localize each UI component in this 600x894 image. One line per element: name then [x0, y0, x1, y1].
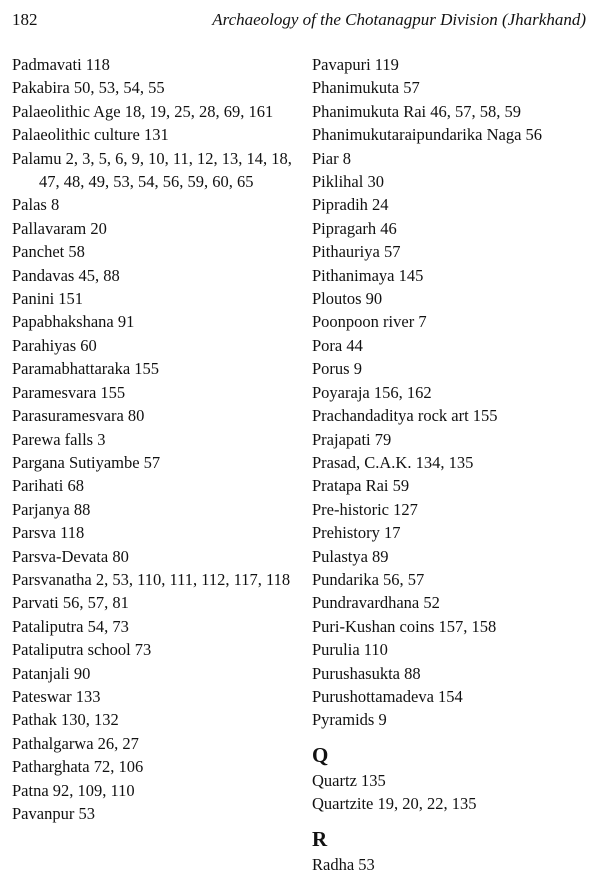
- index-entry: Palaeolithic Age 18, 19, 25, 28, 69, 161: [12, 101, 274, 121]
- index-entry: Pyramids 9: [312, 710, 387, 730]
- index-entry: Pateswar 133: [12, 686, 101, 706]
- index-entry: Parewa falls 3: [12, 429, 106, 449]
- index-entry: Palamu 2, 3, 5, 6, 9, 10, 11, 12, 13, 14, 18, 47, 48, 49, 53, 54, 56, 59, 60, 65: [12, 148, 292, 192]
- index-entry: Parsva-Devata 80: [12, 546, 129, 566]
- index-entry: Pithauriya 57: [312, 242, 401, 262]
- index-entry: Paramabhattaraka 155: [12, 359, 160, 379]
- index-entry: Purushottamadeva 154: [312, 686, 463, 706]
- index-entry: Pithanimaya 145: [312, 265, 424, 285]
- index-entry: Pundarika 56, 57: [312, 569, 425, 589]
- index-entry: Palaeolithic culture 131: [12, 125, 169, 145]
- section-letter-r: R: [312, 826, 328, 851]
- index-entry: Parvati 56, 57, 81: [12, 593, 129, 613]
- index-entry: Piklihal 30: [312, 172, 384, 192]
- index-entry: Parasuramesvara 80: [12, 406, 145, 426]
- index-entry: Patna 92, 109, 110: [12, 780, 135, 800]
- index-entry: Pandavas 45, 88: [12, 265, 120, 285]
- index-entry: Paramesvara 155: [12, 382, 126, 402]
- index-entry: Quartz 135: [312, 770, 386, 790]
- index-entry: Pathalgarwa 26, 27: [12, 733, 139, 753]
- index-entry: Phanimukuta 57: [312, 78, 420, 98]
- index-entry: Prasad, C.A.K. 134, 135: [312, 452, 474, 472]
- index-entry: Piar 8: [312, 148, 351, 168]
- index-entry: Papabhakshana 91: [12, 312, 135, 332]
- index-entry: Parahiyas 60: [12, 335, 97, 355]
- index-entry: Ploutos 90: [312, 289, 383, 309]
- index-column-right: [312, 53, 597, 876]
- index-entry: Parihati 68: [12, 476, 84, 496]
- index-entry: Radha 53: [312, 854, 375, 874]
- index-entry: Pavanpur 53: [12, 804, 95, 823]
- page-number: 182: [12, 10, 38, 29]
- index-entry: Pargana Sutiyambe 57: [12, 452, 161, 472]
- index-entry: Quartzite 19, 20, 22, 135: [312, 794, 477, 814]
- index-entry: Pipradih 24: [312, 195, 389, 215]
- index-entry: Purushasukta 88: [312, 663, 421, 683]
- index-entry: Pipragarh 46: [312, 218, 397, 238]
- index-entry: Phanimukuta Rai 46, 57, 58, 59: [312, 101, 521, 121]
- index-entry: Pundravardhana 52: [312, 593, 440, 613]
- index-entry: Poonpoon river 7: [312, 312, 427, 332]
- index-entry: Pre-historic 127: [312, 499, 418, 519]
- index-entry: Pathak 130, 132: [12, 710, 119, 730]
- index-entry: Pataliputra 54, 73: [12, 616, 129, 636]
- index-entry: Pataliputra school 73: [12, 640, 152, 660]
- index-entry: Prehistory 17: [312, 523, 401, 543]
- index-entry: Parsvanatha 2, 53, 110, 111, 112, 117, 118: [12, 569, 291, 589]
- index-entry: Palas 8: [12, 195, 60, 215]
- running-title: Archaeology of the Chotanagpur Division (Jharkhand): [212, 10, 586, 29]
- index-entry: Prajapati 79: [312, 429, 392, 449]
- index-entry: Padmavati 118: [12, 55, 110, 74]
- index-entry: Purulia 110: [312, 640, 388, 660]
- index-entry: Panini 151: [12, 289, 84, 309]
- index-entry: Pallavaram 20: [12, 218, 107, 238]
- index-entry: Prachandaditya rock art 155: [312, 406, 498, 426]
- index-entry: Puri-Kushan coins 157, 158: [312, 616, 497, 636]
- index-entry: Patanjali 90: [12, 663, 91, 683]
- index-entry: Panchet 58: [12, 242, 85, 262]
- index-entry: Patharghata 72, 106: [12, 757, 144, 777]
- index-entry: Parsva 118: [12, 523, 85, 543]
- index-entry: Phanimukutaraipundarika Naga 56: [312, 125, 543, 145]
- index-entry: Pulastya 89: [312, 546, 389, 566]
- index-entry: Pratapa Rai 59: [312, 476, 410, 496]
- index-entry: Pakabira 50, 53, 54, 55: [12, 78, 165, 98]
- index-entry: Pavapuri 119: [312, 55, 399, 74]
- index-column-left: [12, 53, 297, 825]
- index-entry: Parjanya 88: [12, 499, 91, 519]
- section-letter-q: Q: [312, 742, 329, 767]
- index-entry: Porus 9: [312, 359, 362, 379]
- index-entry: Poyaraja 156, 162: [312, 382, 432, 402]
- index-entry: Pora 44: [312, 335, 363, 355]
